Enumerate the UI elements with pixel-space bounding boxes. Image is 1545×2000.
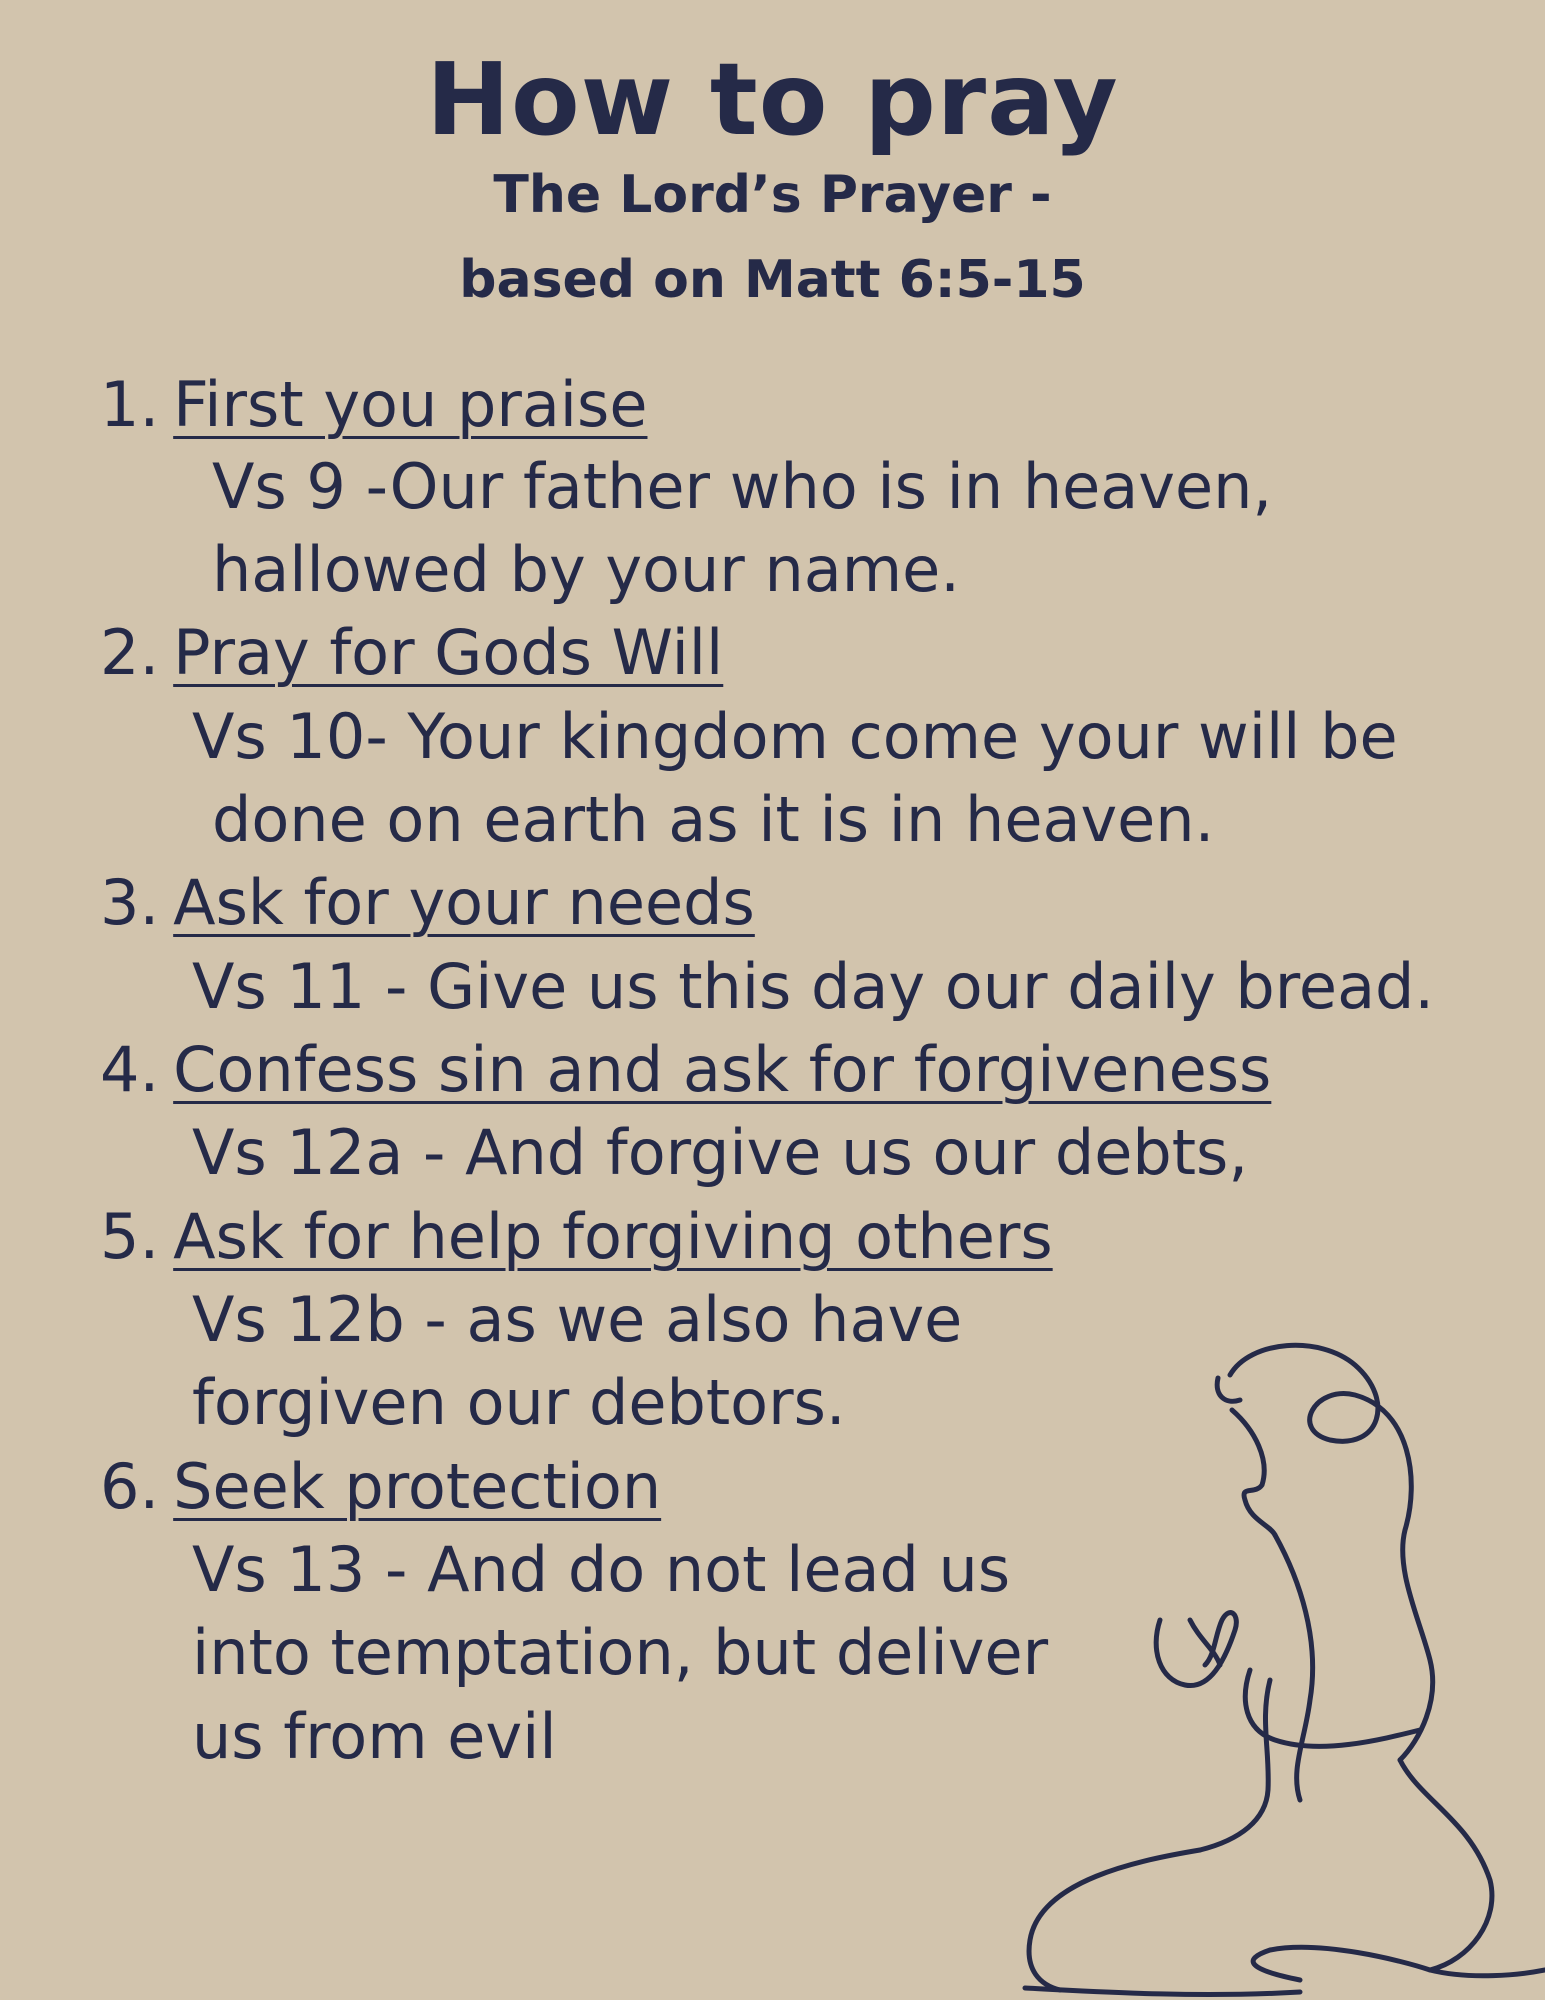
step-2-verse-line-1: Vs 10- Your kingdom come your will be	[192, 700, 1398, 773]
step-1-heading-line	[100, 365, 647, 445]
step-6-verse-line-3: us from evil	[192, 1700, 557, 1773]
step-heading: Seek protection	[173, 1450, 662, 1523]
step-heading: Pray for Gods Will	[173, 616, 724, 689]
step-5-verse-line-2: forgiven our debtors.	[192, 1366, 846, 1439]
step-3-verse-line-1: Vs 11 - Give us this day our daily bread.	[192, 950, 1435, 1023]
page-title: How to pray	[426, 41, 1119, 158]
step-1-verse-line-2: hallowed by your name.	[212, 533, 960, 606]
step-6-heading-line	[100, 1447, 661, 1527]
step-heading: Confess sin and ask for forgiveness	[173, 1033, 1272, 1106]
step-number: 3.	[100, 866, 160, 939]
step-number: 1.	[100, 368, 160, 441]
step-3-heading-line	[100, 863, 755, 943]
subtitle-line-1: The Lord’s Prayer -	[493, 165, 1052, 225]
step-5-heading-line	[100, 1197, 1053, 1277]
step-heading: Ask for help forgiving others	[173, 1200, 1053, 1273]
step-2-verse-line-2: done on earth as it is in heaven.	[212, 783, 1215, 856]
subtitle-line-2: based on Matt 6:5-15	[459, 250, 1086, 310]
step-1-verse-line-1: Vs 9 -Our father who is in heaven,	[212, 450, 1273, 523]
step-heading: First you praise	[173, 368, 648, 441]
step-6-verse-line-1: Vs 13 - And do not lead us	[192, 1533, 1011, 1606]
step-number: 4.	[100, 1033, 160, 1106]
step-heading: Ask for your needs	[173, 866, 755, 939]
step-4-heading-line	[100, 1030, 1271, 1110]
step-number: 5.	[100, 1200, 160, 1273]
praying-woman-line-art-icon	[1000, 1320, 1545, 2000]
step-number: 2.	[100, 616, 160, 689]
step-6-verse-line-2: into temptation, but deliver	[192, 1616, 1049, 1689]
step-5-verse-line-1: Vs 12b - as we also have	[192, 1283, 963, 1356]
step-4-verse-line-1: Vs 12a - And forgive us our debts,	[192, 1116, 1249, 1189]
step-number: 6.	[100, 1450, 160, 1523]
step-2-heading-line	[100, 613, 723, 693]
